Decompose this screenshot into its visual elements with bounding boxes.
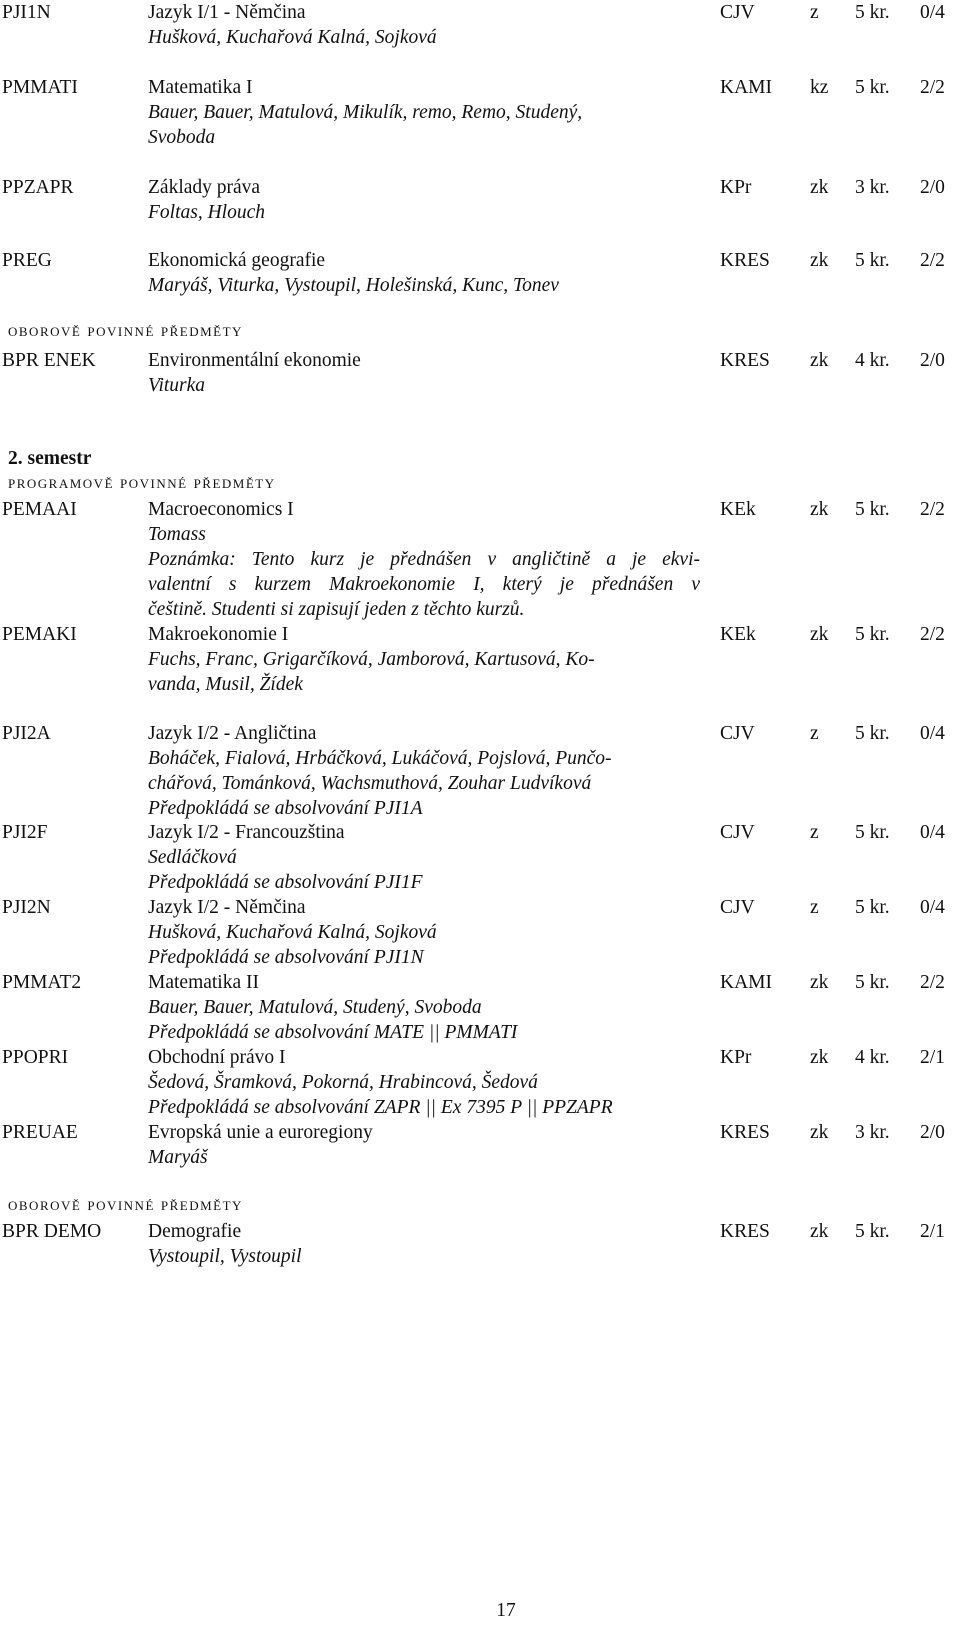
course-code: PPOPRI: [2, 1047, 69, 1068]
section-heading-programove: programově povinné předměty: [8, 472, 276, 492]
course-department: KEk: [720, 624, 756, 645]
course-detail-line: Předpokládá se absolvování PJI1F: [148, 872, 423, 893]
course-note-line: valentní s kurzem Makroekonomie I, který je přednášen v: [148, 574, 700, 595]
course-hours: 0/4: [920, 822, 945, 843]
course-detail-line: Viturka: [148, 375, 206, 396]
course-detail-line: Fuchs, Franc, Grigarčíková, Jamborová, Kartusová, Ko-: [148, 649, 595, 670]
course-code: BPR DEMO: [2, 1221, 102, 1242]
page-number: 17: [496, 1600, 516, 1621]
course-credits: 5 kr.: [855, 897, 890, 918]
course-department: CJV: [720, 822, 755, 843]
course-title: Matematika II: [148, 972, 259, 993]
course-credits: 5 kr.: [855, 624, 890, 645]
course-department: KAMI: [720, 972, 772, 993]
course-detail-line: Sedláčková: [148, 847, 237, 868]
course-code: PJI2N: [2, 897, 51, 918]
course-title: Macroeconomics I: [148, 499, 294, 520]
course-detail-line: Maryáš, Viturka, Vystoupil, Holešinská, Kunc, Tonev: [148, 275, 559, 296]
course-row: [0, 1045, 960, 1070]
course-detail-line: Bauer, Bauer, Matulová, Mikulík, remo, Remo, Studený,: [148, 102, 583, 123]
course-detail-line: Maryáš: [148, 1147, 208, 1168]
course-title: Evropská unie a euroregiony: [148, 1122, 373, 1143]
course-detail-line: Hušková, Kuchařová Kalná, Sojková: [148, 922, 437, 943]
course-detail-line: Bauer, Bauer, Matulová, Studený, Svoboda: [148, 997, 482, 1018]
course-hours: 2/2: [920, 499, 945, 520]
course-credits: 5 kr.: [855, 250, 890, 271]
course-completion-type: zk: [810, 624, 829, 645]
course-title: Jazyk I/2 - Angličtina: [148, 723, 317, 744]
course-credits: 5 kr.: [855, 1221, 890, 1242]
course-completion-type: kz: [810, 77, 829, 98]
course-department: CJV: [720, 2, 755, 23]
course-row: [0, 970, 960, 995]
course-detail-line: Šedová, Šramková, Pokorná, Hrabincová, Šedová: [148, 1072, 538, 1093]
course-credits: 4 kr.: [855, 1047, 890, 1068]
course-row: [0, 0, 960, 25]
course-code: PREG: [2, 250, 52, 271]
course-title: Environmentální ekonomie: [148, 350, 361, 371]
course-row: [0, 622, 960, 647]
course-detail-line: chářová, Tománková, Wachsmuthová, Zouhar Ludvíková: [148, 773, 592, 794]
course-department: KPr: [720, 1047, 752, 1068]
course-completion-type: zk: [810, 972, 829, 993]
course-detail-line: Hušková, Kuchařová Kalná, Sojková: [148, 27, 437, 48]
course-row: [0, 75, 960, 100]
course-row: [0, 175, 960, 200]
course-department: KRES: [720, 250, 770, 271]
course-row: [0, 1219, 960, 1244]
course-code: PPZAPR: [2, 177, 74, 198]
course-title: Jazyk I/2 - Francouzština: [148, 822, 345, 843]
course-credits: 5 kr.: [855, 77, 890, 98]
course-completion-type: zk: [810, 1122, 829, 1143]
course-completion-type: zk: [810, 250, 829, 271]
course-code: BPR ENEK: [2, 350, 96, 371]
course-hours: 2/2: [920, 77, 945, 98]
course-title: Jazyk I/2 - Němčina: [148, 897, 306, 918]
course-row: [0, 820, 960, 845]
course-hours: 0/4: [920, 723, 945, 744]
course-completion-type: zk: [810, 350, 829, 371]
course-hours: 2/2: [920, 250, 945, 271]
course-row: [0, 497, 960, 522]
course-completion-type: zk: [810, 177, 829, 198]
course-title: Ekonomická geografie: [148, 250, 326, 271]
course-detail-line: Boháček, Fialová, Hrbáčková, Lukáčová, Pojslová, Punčo-: [148, 748, 612, 769]
course-department: CJV: [720, 723, 755, 744]
course-hours: 0/4: [920, 897, 945, 918]
semester-heading: 2. semestr: [8, 448, 92, 469]
course-title: Základy práva: [148, 177, 261, 198]
course-hours: 2/0: [920, 177, 945, 198]
course-hours: 0/4: [920, 2, 945, 23]
course-code: PREUAE: [2, 1122, 78, 1143]
course-department: KEk: [720, 499, 756, 520]
course-department: KRES: [720, 1122, 770, 1143]
course-detail-line: vanda, Musil, Žídek: [148, 674, 303, 695]
course-hours: 2/0: [920, 350, 945, 371]
course-department: CJV: [720, 897, 755, 918]
course-credits: 5 kr.: [855, 2, 890, 23]
course-title: Obchodní právo I: [148, 1047, 286, 1068]
course-completion-type: z: [810, 822, 819, 843]
course-department: KPr: [720, 177, 752, 198]
course-note-line: češtině. Studenti si zapisují jeden z těchto kurzů.: [148, 599, 525, 620]
course-row: [0, 248, 960, 273]
course-detail-line: Předpokládá se absolvování ZAPR || Ex 7395 P || PPZAPR: [148, 1097, 613, 1118]
course-credits: 3 kr.: [855, 1122, 890, 1143]
course-credits: 5 kr.: [855, 723, 890, 744]
course-detail-line: Foltas, Hlouch: [148, 202, 265, 223]
course-hours: 2/1: [920, 1221, 945, 1242]
course-row: [0, 721, 960, 746]
course-department: KRES: [720, 1221, 770, 1242]
course-code: PJI2A: [2, 723, 51, 744]
course-code: PMMATI: [2, 77, 78, 98]
course-completion-type: z: [810, 723, 819, 744]
course-title: Matematika I: [148, 77, 253, 98]
course-completion-type: z: [810, 897, 819, 918]
course-detail-line: Vystoupil, Vystoupil: [148, 1246, 302, 1267]
course-hours: 2/2: [920, 624, 945, 645]
course-credits: 5 kr.: [855, 822, 890, 843]
course-row: [0, 348, 960, 373]
course-code: PJI2F: [2, 822, 48, 843]
course-completion-type: zk: [810, 499, 829, 520]
course-note-line: Poznámka: Tento kurz je přednášen v angličtině a je ekvi-: [148, 549, 700, 570]
course-title: Jazyk I/1 - Němčina: [148, 2, 306, 23]
course-code: PJI1N: [2, 2, 51, 23]
course-credits: 3 kr.: [855, 177, 890, 198]
course-code: PEMAKI: [2, 624, 77, 645]
course-department: KRES: [720, 350, 770, 371]
course-credits: 4 kr.: [855, 350, 890, 371]
course-completion-type: z: [810, 2, 819, 23]
course-title: Demografie: [148, 1221, 242, 1242]
course-detail-line: Tomass: [148, 524, 206, 545]
course-code: PMMAT2: [2, 972, 82, 993]
course-title: Makroekonomie I: [148, 624, 289, 645]
course-credits: 5 kr.: [855, 972, 890, 993]
course-detail-line: Předpokládá se absolvování PJI1A: [148, 798, 423, 819]
course-detail-line: Předpokládá se absolvování PJI1N: [148, 947, 424, 968]
course-hours: 2/0: [920, 1122, 945, 1143]
course-detail-line: Předpokládá se absolvování MATE || PMMATI: [148, 1022, 518, 1043]
course-row: [0, 1120, 960, 1145]
course-department: KAMI: [720, 77, 772, 98]
course-detail-line: Svoboda: [148, 127, 216, 148]
course-hours: 2/1: [920, 1047, 945, 1068]
course-completion-type: zk: [810, 1221, 829, 1242]
section-heading-oborove-1: oborově povinné předměty: [8, 320, 243, 340]
course-hours: 2/2: [920, 972, 945, 993]
course-credits: 5 kr.: [855, 499, 890, 520]
course-row: [0, 895, 960, 920]
course-completion-type: zk: [810, 1047, 829, 1068]
section-heading-oborove-2: oborově povinné předměty: [8, 1194, 243, 1214]
course-code: PEMAAI: [2, 499, 77, 520]
